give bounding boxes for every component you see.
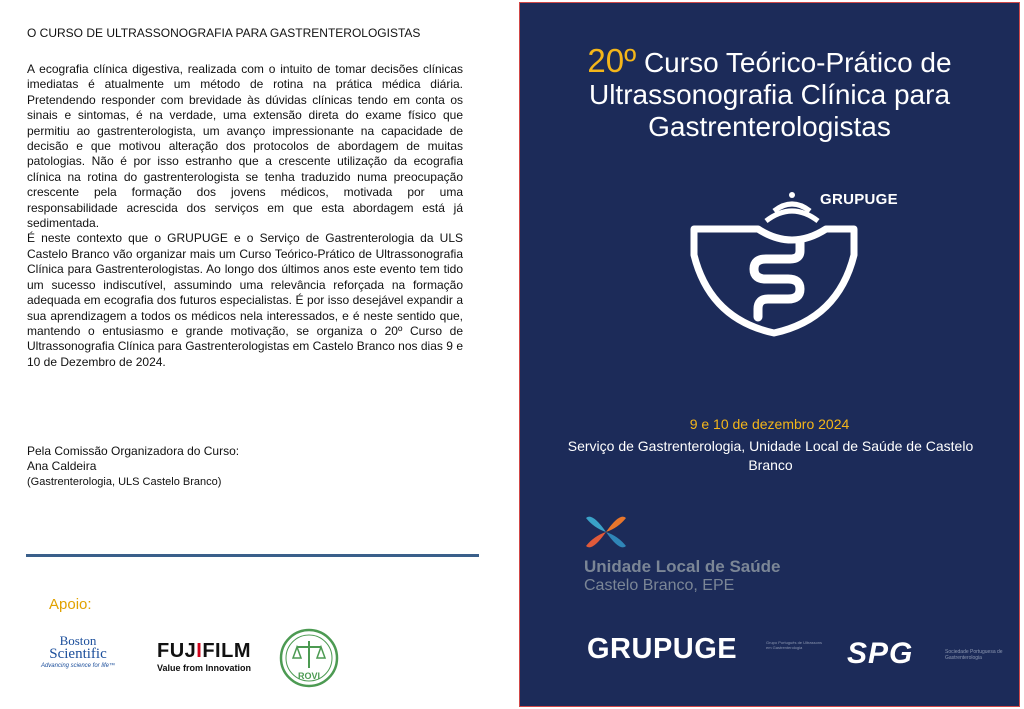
title-line-2: Ultrassonografia Clínica para — [588, 79, 951, 110]
apoio-label: Apoio: — [49, 596, 92, 613]
course-venue: Serviço de Gastrenterologia, Unidade Local de Saúde de Castelo Branco — [567, 438, 974, 473]
title-line-3: Gastrenterologistas — [648, 111, 891, 142]
fujifilm-tagline: Value from Innovation — [156, 663, 251, 673]
signature-affiliation: (Gastrenterologia, ULS Castelo Branco) — [27, 475, 222, 488]
paragraph-1: A ecografia clínica digestiva, realizada com o intuito de tomar decisões clínicas imediatas é atualmente um método de rotina na prática médica diária. Pretendendo responder com brevidade às dúvidas clínicas tendo em conta os sinais e sintomas, é na verdade, uma extensão direta do exame físico que permitiu ao gastrenterologista, um avanço impressionante na capacidade de decisão e que motivou alteração dos protocolos de abordagem de muitas patologias. Não é por isso estranho que a crescente utilização da ecografia clínica na rotina do gastrenterologista se tenha traduzido numa preocupação crescente pela formação dos jovens médicos, motivada por uma responsabilidade acrescida dos serviços em que esta abordagem está já sedimentada. — [27, 62, 463, 231]
paragraph-2: É neste contexto que o GRUPUGE e o Serviço de Gastrenterologia da ULS Castelo Branco vão organizar mais um Curso Teórico-Prático de Ultrassonografia Clínica para Gastrenterologistas. Ao longo dos últimos anos este evento tem tido um sucesso indiscutível, assumindo uma relevância reforçada na formação adequada em ecografia dos futuros especialistas. É por isso desejável expandir a sua aprendizagem a todos os médicos nela interessados, e é neste sentido que, mantendo o entusiasmo e grande motivação, se organiza o 20º Curso de Ultrassonografia Clínica para Gastrenterologistas em Castelo Branco nos dias 9 e 10 de Dezembro de 2024. — [27, 231, 463, 369]
grupuge-logo-label: GRUPUGE — [820, 191, 898, 208]
fuji-part-b: FILM — [202, 640, 251, 662]
section-divider — [26, 554, 479, 557]
signature-name: Ana Caldeira — [27, 459, 97, 474]
footer-spg-description: Sociedade Portuguesa de Gastrenterologia — [945, 649, 1003, 661]
intro-text — [27, 62, 463, 370]
uls-butterfly-icon — [584, 512, 628, 552]
course-number: 20º — [587, 42, 637, 79]
signature-block — [27, 444, 239, 490]
title-line-1: Curso Teórico-Prático de — [636, 47, 952, 78]
boston-scientific-logo — [40, 634, 116, 669]
course-date: 9 e 10 de dezembro 2024 — [689, 416, 850, 432]
page-heading: O CURSO DE ULTRASSONOGRAFIA PARA GASTRENTEROLOGISTAS — [27, 26, 421, 40]
grupuge-intestine-icon — [688, 189, 860, 339]
footer-spg-logo: SPG — [847, 637, 914, 670]
uls-name: Unidade Local de Saúde — [584, 557, 781, 576]
fuji-part-i: I — [196, 640, 203, 662]
fujifilm-logo — [149, 641, 259, 673]
footer-grupuge-description: Grupo Português de Ultrassons em Gastrenterologia — [766, 640, 823, 650]
uls-subtitle: Castelo Branco, EPE — [584, 577, 735, 594]
signature-line: Pela Comissão Organizadora do Curso: — [27, 444, 240, 458]
course-title — [520, 42, 1019, 143]
fuji-part-a: FUJ — [156, 640, 197, 662]
footer-grupuge-logo: GRUPUGE — [587, 633, 738, 665]
rovi-seal-icon — [279, 628, 339, 688]
boston-line1: Boston — [59, 633, 97, 648]
rovi-text: ROVI — [297, 671, 321, 681]
boston-line2: Scientific — [49, 646, 107, 662]
fujifilm-name — [149, 641, 259, 661]
cover-panel — [519, 2, 1020, 707]
boston-tagline: Advancing science for life™ — [40, 663, 116, 669]
